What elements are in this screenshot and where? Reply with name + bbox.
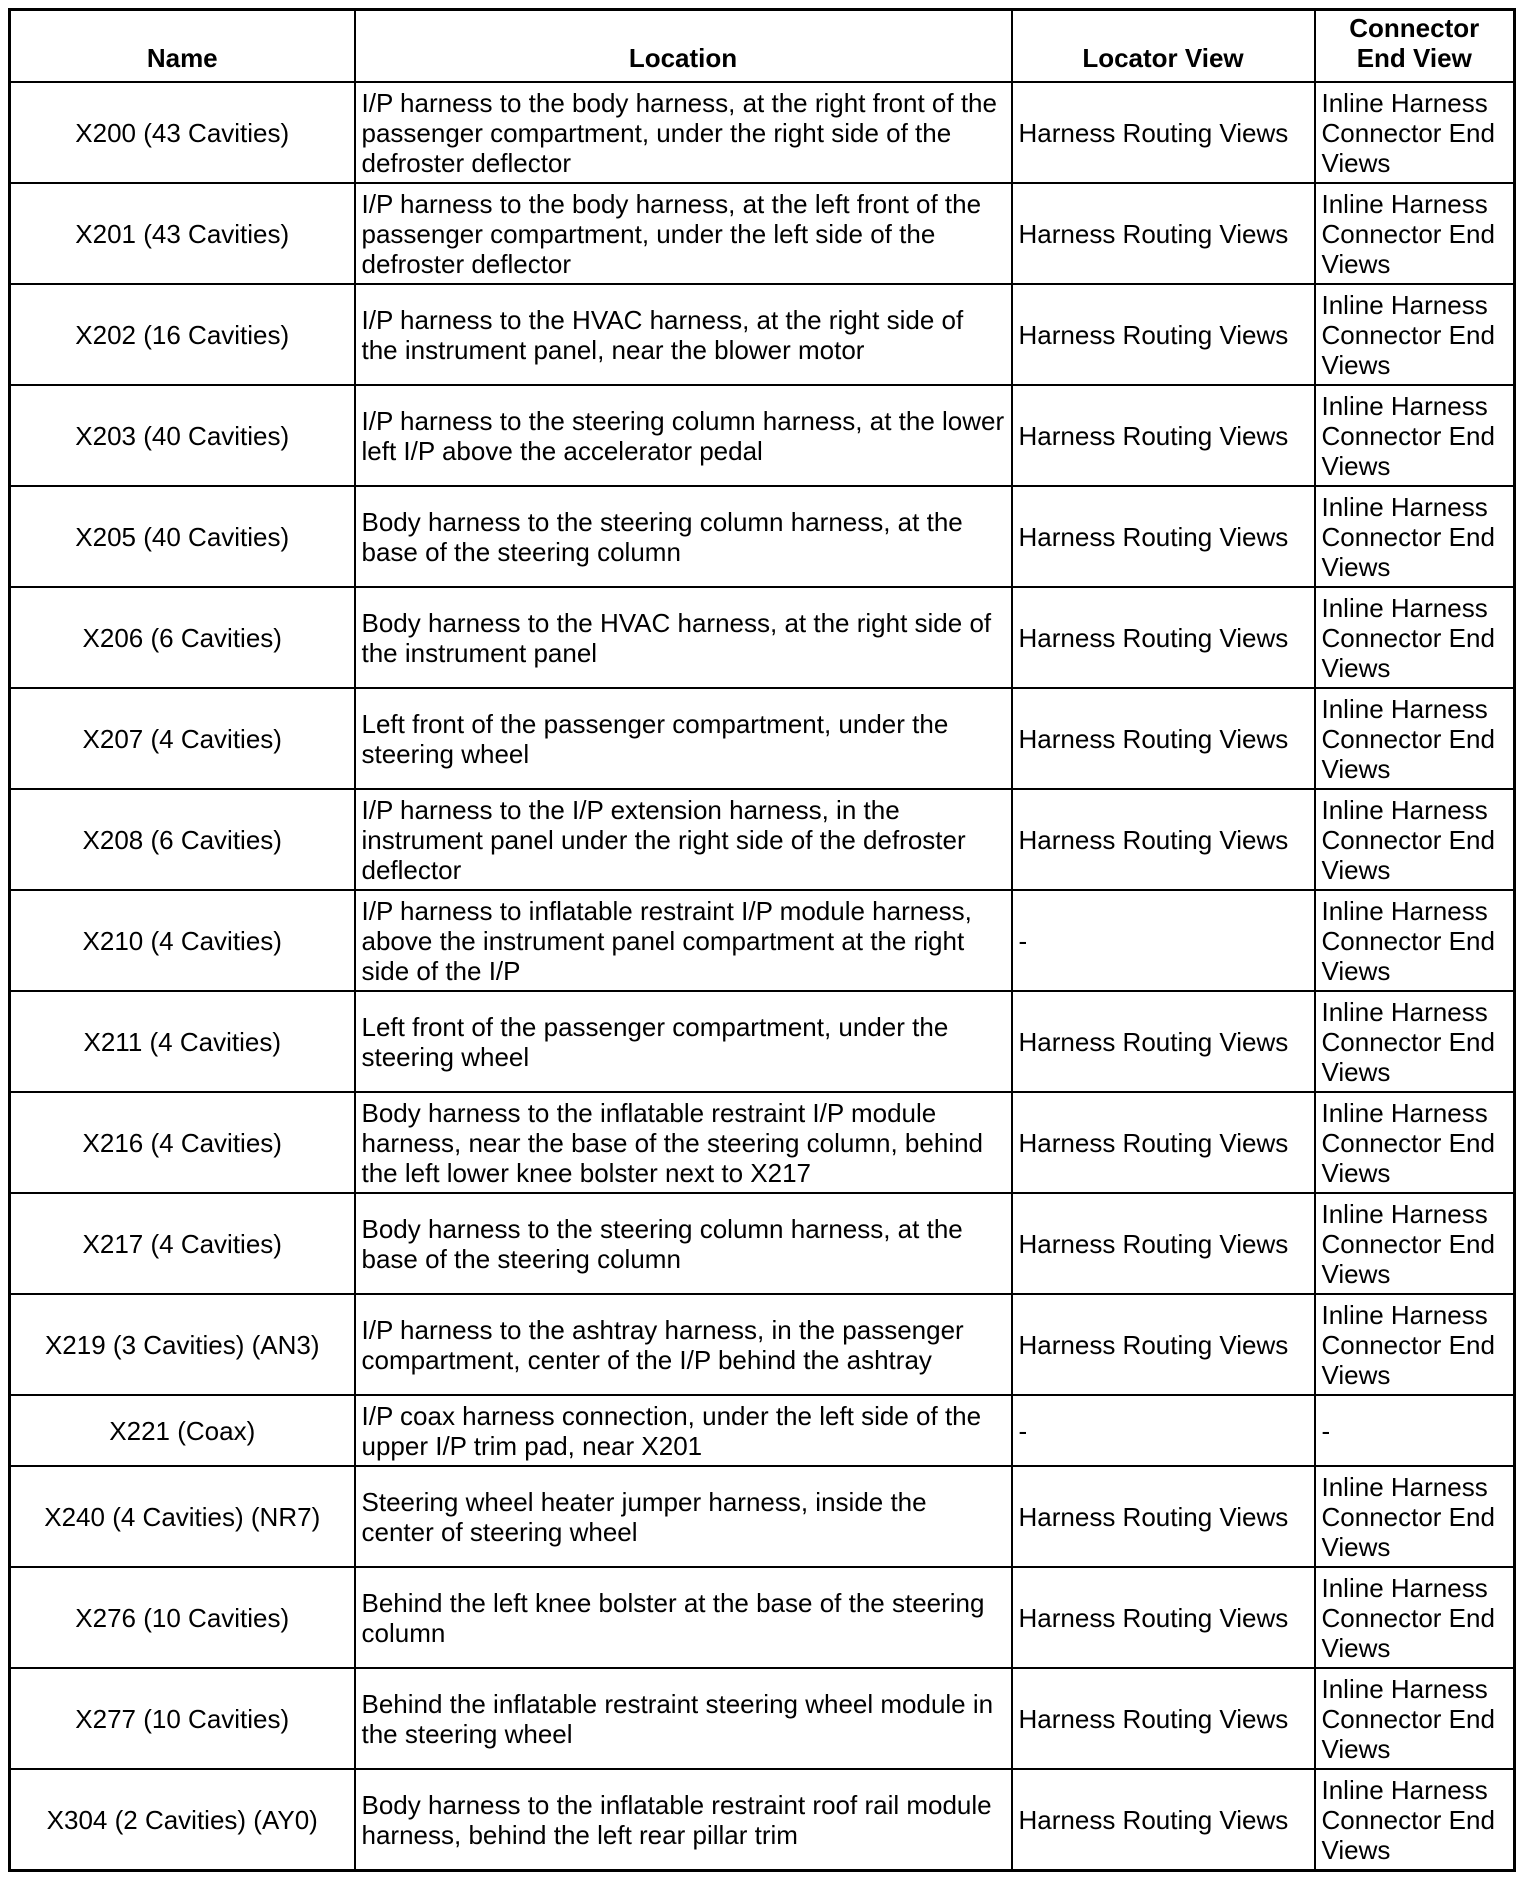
header-location: Location [355, 10, 1012, 83]
connector-end-view-link[interactable]: Inline Harness Connector End Views [1315, 486, 1515, 587]
connector-name: X276 (10 Cavities) [10, 1567, 355, 1668]
table-row [10, 82, 1515, 183]
connector-name: X221 (Coax) [10, 1395, 355, 1466]
connector-name: X203 (40 Cavities) [10, 385, 355, 486]
locator-view-link[interactable]: Harness Routing Views [1012, 1294, 1315, 1395]
connector-location: I/P harness to the HVAC harness, at the right side of the instrument panel, near the blower motor [355, 284, 1012, 385]
connector-name: X219 (3 Cavities) (AN3) [10, 1294, 355, 1395]
locator-view-link[interactable]: Harness Routing Views [1012, 1567, 1315, 1668]
table-row [10, 1668, 1515, 1769]
locator-view-link[interactable]: Harness Routing Views [1012, 1193, 1315, 1294]
table-row [10, 1769, 1515, 1871]
locator-view-link[interactable]: Harness Routing Views [1012, 688, 1315, 789]
locator-view-link[interactable]: Harness Routing Views [1012, 284, 1315, 385]
table-row [10, 183, 1515, 284]
connector-location: I/P harness to inflatable restraint I/P module harness, above the instrument panel compartment at the right side of the I/P [355, 890, 1012, 991]
connector-end-view-link[interactable]: Inline Harness Connector End Views [1315, 284, 1515, 385]
header-row [10, 10, 1515, 83]
locator-view-link[interactable]: Harness Routing Views [1012, 991, 1315, 1092]
table-row [10, 486, 1515, 587]
connector-name: X277 (10 Cavities) [10, 1668, 355, 1769]
locator-view-link: - [1012, 890, 1315, 991]
connector-name: X201 (43 Cavities) [10, 183, 355, 284]
locator-view-link[interactable]: Harness Routing Views [1012, 1769, 1315, 1871]
connector-end-view-link: - [1315, 1395, 1515, 1466]
connector-location: Behind the left knee bolster at the base of the steering column [355, 1567, 1012, 1668]
header-name: Name [10, 10, 355, 83]
connector-end-view-link[interactable]: Inline Harness Connector End Views [1315, 1092, 1515, 1193]
table-row [10, 385, 1515, 486]
connector-end-view-link[interactable]: Inline Harness Connector End Views [1315, 890, 1515, 991]
locator-view-link[interactable]: Harness Routing Views [1012, 1092, 1315, 1193]
connector-name: X240 (4 Cavities) (NR7) [10, 1466, 355, 1567]
connector-name: X202 (16 Cavities) [10, 284, 355, 385]
table-row [10, 284, 1515, 385]
connector-table [8, 8, 1516, 1872]
table-row [10, 1092, 1515, 1193]
connector-location: Behind the inflatable restraint steering wheel module in the steering wheel [355, 1668, 1012, 1769]
connector-location: Steering wheel heater jumper harness, inside the center of steering wheel [355, 1466, 1012, 1567]
connector-end-view-link[interactable]: Inline Harness Connector End Views [1315, 1294, 1515, 1395]
table-row [10, 587, 1515, 688]
connector-name: X206 (6 Cavities) [10, 587, 355, 688]
locator-view-link: - [1012, 1395, 1315, 1466]
table-row [10, 1395, 1515, 1466]
connector-location: I/P harness to the steering column harness, at the lower left I/P above the accelerator pedal [355, 385, 1012, 486]
connector-location: Body harness to the HVAC harness, at the right side of the instrument panel [355, 587, 1012, 688]
connector-end-view-link[interactable]: Inline Harness Connector End Views [1315, 1668, 1515, 1769]
locator-view-link[interactable]: Harness Routing Views [1012, 82, 1315, 183]
connector-end-view-link[interactable]: Inline Harness Connector End Views [1315, 82, 1515, 183]
connector-location: Left front of the passenger compartment, under the steering wheel [355, 688, 1012, 789]
connector-location: Body harness to the inflatable restraint I/P module harness, near the base of the steering column, behind the left lower knee bolster next to X217 [355, 1092, 1012, 1193]
connector-name: X217 (4 Cavities) [10, 1193, 355, 1294]
connector-name: X207 (4 Cavities) [10, 688, 355, 789]
connector-location: I/P harness to the ashtray harness, in the passenger compartment, center of the I/P behind the ashtray [355, 1294, 1012, 1395]
table-row [10, 688, 1515, 789]
table-row [10, 890, 1515, 991]
connector-end-view-link[interactable]: Inline Harness Connector End Views [1315, 1769, 1515, 1871]
table-body [10, 82, 1515, 1871]
table-row [10, 991, 1515, 1092]
locator-view-link[interactable]: Harness Routing Views [1012, 1668, 1315, 1769]
locator-view-link[interactable]: Harness Routing Views [1012, 789, 1315, 890]
connector-end-view-link[interactable]: Inline Harness Connector End Views [1315, 1193, 1515, 1294]
connector-location: I/P harness to the I/P extension harness, in the instrument panel under the right side of the defroster deflector [355, 789, 1012, 890]
connector-end-view-link[interactable]: Inline Harness Connector End Views [1315, 183, 1515, 284]
table-row [10, 1466, 1515, 1567]
locator-view-link[interactable]: Harness Routing Views [1012, 385, 1315, 486]
connector-name: X216 (4 Cavities) [10, 1092, 355, 1193]
header-locator-view: Locator View [1012, 10, 1315, 83]
connector-location: Body harness to the inflatable restraint roof rail module harness, behind the left rear pillar trim [355, 1769, 1012, 1871]
connector-name: X208 (6 Cavities) [10, 789, 355, 890]
header-connector-end-view: Connector End View [1315, 10, 1515, 83]
locator-view-link[interactable]: Harness Routing Views [1012, 183, 1315, 284]
table-row [10, 789, 1515, 890]
connector-end-view-link[interactable]: Inline Harness Connector End Views [1315, 688, 1515, 789]
table-row [10, 1294, 1515, 1395]
connector-location: Left front of the passenger compartment, under the steering wheel [355, 991, 1012, 1092]
connector-name: X210 (4 Cavities) [10, 890, 355, 991]
connector-end-view-link[interactable]: Inline Harness Connector End Views [1315, 1466, 1515, 1567]
connector-end-view-link[interactable]: Inline Harness Connector End Views [1315, 1567, 1515, 1668]
connector-name: X205 (40 Cavities) [10, 486, 355, 587]
connector-name: X211 (4 Cavities) [10, 991, 355, 1092]
connector-table-container [8, 8, 1513, 1872]
connector-name: X200 (43 Cavities) [10, 82, 355, 183]
locator-view-link[interactable]: Harness Routing Views [1012, 587, 1315, 688]
table-row [10, 1567, 1515, 1668]
table-row [10, 1193, 1515, 1294]
connector-location: I/P harness to the body harness, at the right front of the passenger compartment, under the right side of the defroster deflector [355, 82, 1012, 183]
connector-location: I/P coax harness connection, under the left side of the upper I/P trim pad, near X201 [355, 1395, 1012, 1466]
connector-end-view-link[interactable]: Inline Harness Connector End Views [1315, 385, 1515, 486]
connector-end-view-link[interactable]: Inline Harness Connector End Views [1315, 587, 1515, 688]
connector-location: Body harness to the steering column harness, at the base of the steering column [355, 486, 1012, 587]
connector-name: X304 (2 Cavities) (AY0) [10, 1769, 355, 1871]
connector-end-view-link[interactable]: Inline Harness Connector End Views [1315, 991, 1515, 1092]
locator-view-link[interactable]: Harness Routing Views [1012, 1466, 1315, 1567]
connector-location: I/P harness to the body harness, at the left front of the passenger compartment, under the left side of the defroster deflector [355, 183, 1012, 284]
connector-location: Body harness to the steering column harness, at the base of the steering column [355, 1193, 1012, 1294]
locator-view-link[interactable]: Harness Routing Views [1012, 486, 1315, 587]
connector-end-view-link[interactable]: Inline Harness Connector End Views [1315, 789, 1515, 890]
